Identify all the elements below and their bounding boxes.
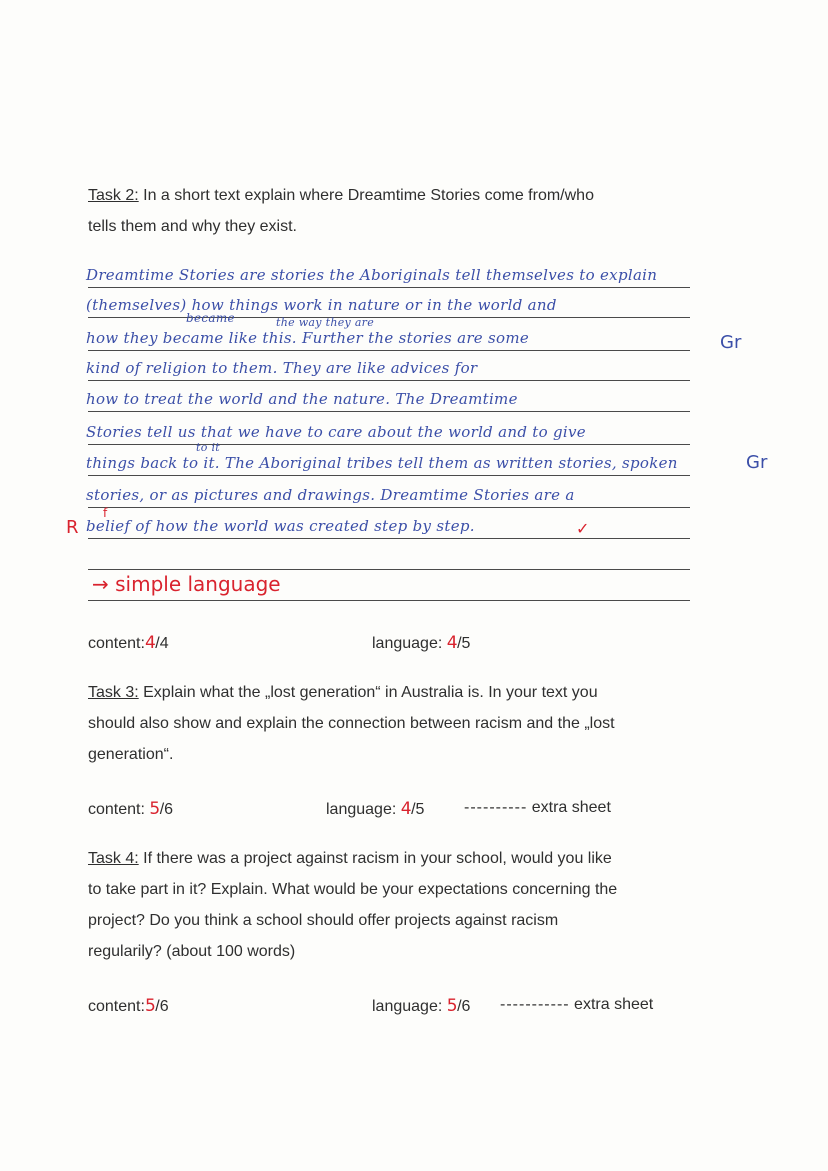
ruled-line — [88, 475, 690, 476]
language-label: language: — [372, 998, 447, 1015]
dash-leader: ---------- — [464, 799, 528, 816]
ruled-line — [88, 444, 690, 445]
task2-prompt — [88, 180, 594, 242]
answer-line-7: things back to it. The Aboriginal tribes tell them as written stories, spoken — [86, 454, 678, 472]
answer-line-4: kind of religion to them. They are like advices for — [86, 359, 478, 377]
content-score-total: /4 — [155, 635, 169, 652]
task3-content-score — [88, 799, 173, 819]
task4-extra-sheet-note — [500, 996, 653, 1014]
answer-line-9: belief of how the world was created step by step. — [86, 517, 475, 535]
ruled-line — [88, 287, 690, 288]
task4-prompt-line4: regularily? (about 100 words) — [88, 943, 296, 960]
answer-insertion-the-way: the way they are — [276, 316, 375, 329]
task3-prompt — [88, 677, 615, 770]
ruled-line — [88, 569, 690, 570]
task4-label: Task 4: — [88, 850, 139, 867]
task3-prompt-line3: generation“. — [88, 746, 174, 763]
language-score-total: /6 — [457, 998, 471, 1015]
task3-extra-sheet-note — [464, 799, 611, 817]
spelling-margin-mark: R — [66, 517, 79, 538]
answer-line-8: stories, or as pictures and drawings. Dreamtime Stories are a — [86, 486, 575, 504]
content-label: content: — [88, 635, 145, 652]
ruled-line — [88, 380, 690, 381]
answer-line-1: Dreamtime Stories are stories the Aboriginals tell themselves to explain — [86, 266, 658, 284]
task3-prompt-line1: Explain what the „lost generation“ in Australia is. In your text you — [138, 684, 598, 701]
language-score-total: /5 — [411, 801, 425, 818]
grammar-margin-mark: Gr — [746, 452, 768, 473]
task2-prompt-line2: tells them and why they exist. — [88, 218, 297, 235]
checkmark-icon: ✓ — [576, 519, 590, 538]
answer-line-3: how they became like this. Further the stories are some — [86, 329, 530, 347]
content-score-total: /6 — [155, 998, 169, 1015]
task4-prompt-line2: to take part in it? Explain. What would be your expectations concerning the — [88, 881, 618, 898]
content-score-value: 4 — [144, 633, 156, 653]
ruled-line — [88, 538, 690, 539]
correction-mark: f — [103, 506, 108, 520]
task3-prompt-line2: should also show and explain the connection between racism and the „lost — [88, 715, 615, 732]
task4-prompt-line1: If there was a project against racism in your school, would you like — [138, 850, 612, 867]
language-score-value: 4 — [400, 799, 412, 819]
ruled-line — [88, 600, 690, 601]
language-label: language: — [372, 635, 447, 652]
content-score-value: 5 — [144, 996, 156, 1016]
task2-prompt-line1: In a short text explain where Dreamtime Stories come from/who — [138, 187, 594, 204]
extra-sheet-label: extra sheet — [569, 996, 654, 1013]
answer-insertion-became: became — [186, 311, 235, 325]
content-label: content: — [88, 801, 150, 818]
extra-sheet-label: extra sheet — [527, 799, 611, 816]
answer-insertion-to-it: to it — [196, 441, 220, 454]
task4-language-score — [372, 996, 470, 1016]
language-label: language: — [326, 801, 401, 818]
ruled-line — [88, 507, 690, 508]
task4-prompt — [88, 843, 617, 967]
language-score-value: 4 — [446, 633, 458, 653]
task3-label: Task 3: — [88, 684, 139, 701]
content-score-value: 5 — [149, 799, 160, 819]
answer-line-6: Stories tell us that we have to care about the world and to give — [86, 423, 586, 441]
content-label: content: — [88, 998, 145, 1015]
ruled-line — [88, 317, 690, 318]
grammar-margin-mark: Gr — [720, 332, 742, 353]
ruled-line — [88, 411, 690, 412]
answer-line-2: (themselves) how things work in nature or in the world and — [86, 296, 557, 314]
dash-leader: ----------- — [500, 996, 570, 1013]
answer-line-5: how to treat the world and the nature. The Dreamtime — [86, 390, 518, 408]
language-score-value: 5 — [446, 996, 458, 1016]
content-score-total: /6 — [159, 801, 174, 818]
language-score-total: /5 — [457, 635, 471, 652]
ruled-line — [88, 350, 690, 351]
task4-content-score — [88, 996, 169, 1016]
teacher-comment: → simple language — [92, 572, 281, 596]
task2-label: Task 2: — [88, 187, 139, 204]
task2-language-score — [372, 633, 470, 653]
task3-language-score — [326, 799, 424, 819]
task2-content-score — [88, 633, 169, 653]
task4-prompt-line3: project? Do you think a school should offer projects against racism — [88, 912, 559, 929]
